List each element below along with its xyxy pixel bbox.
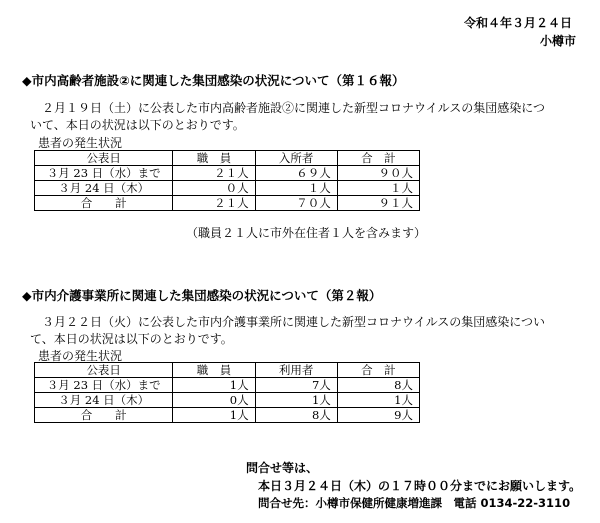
table-cell: ９０人 [337,166,419,181]
table-cell: 8人 [255,408,337,423]
table-cell: ６９人 [255,166,337,181]
table-cell: ７０人 [255,196,337,211]
column-header: 利用者 [255,363,337,378]
table-cell: ２１人 [173,166,255,181]
table-cell: 0人 [173,393,255,408]
column-header: 職 員 [173,363,255,378]
table-row [35,181,420,196]
table-cell: ３月 23 日（水）まで [35,378,173,393]
table-cell: ０人 [173,181,255,196]
table-cell: 8人 [337,378,419,393]
table-cell: 9人 [337,408,419,423]
table-cell: 1人 [337,393,419,408]
inquiry-contact: 問合せ先：小樽市保健所健康増進課 電話 0134-22-3110 [258,496,571,510]
column-header: 職 員 [173,151,255,166]
section2-heading: ◆市内介護事業所に関連した集団感染の状況について（第２報） [22,288,382,303]
column-header: 入所者 [255,151,337,166]
section2-table-caption: 患者の発生状況 [38,349,123,363]
table-total-row [35,196,420,211]
table-cell: 7人 [255,378,337,393]
table-cell: ９１人 [337,196,419,211]
column-header: 合 計 [337,151,419,166]
section1-paragraph-line1: ２月１９日（土）に公表した市内高齢者施設②に関連した新型コロナウイルスの集団感染につ [42,101,546,115]
table-cell: 1人 [173,378,255,393]
table-row [35,166,420,181]
table-header-row [35,363,420,378]
table-total-row [35,408,420,423]
section1-paragraph-line2: いて、本日の状況は以下のとおりです。 [30,118,245,132]
inquiry-deadline: 本日３月２４日（木）の１７時００分までにお願いします。 [258,479,582,493]
table-cell: ２１人 [173,196,255,211]
table-row [35,378,420,393]
section2-paragraph-line2: て、本日の状況は以下のとおりです。 [30,332,233,346]
inquiry-title: 問合せ等は、 [246,461,319,475]
issuer-name: 小樽市 [540,34,577,48]
section1-table-caption: 患者の発生状況 [38,136,123,150]
table-cell: ３月 24 日（木） [35,393,173,408]
column-header: 公表日 [35,151,173,166]
table-cell: １人 [337,181,419,196]
table-cell: ３月 24 日（木） [35,181,173,196]
document-date: 令和４年３月２４日 [464,16,573,30]
table-header-row [35,151,420,166]
table-cell: 1人 [255,393,337,408]
column-header: 公表日 [35,363,173,378]
section1-table-note: （職員２１人に市外在住者１人を含みます） [186,226,427,240]
section2-cases-table [34,362,420,423]
column-header: 合 計 [337,363,419,378]
table-cell: ３月 23 日（水）まで [35,166,173,181]
table-cell: 1人 [173,408,255,423]
table-cell: 合 計 [35,408,173,423]
table-cell: １人 [255,181,337,196]
table-cell: 合 計 [35,196,173,211]
section1-heading: ◆市内高齢者施設②に関連した集団感染の状況について（第１６報） [22,73,405,88]
section2-paragraph-line1: ３月２２日（火）に公表した市内介護事業所に関連した新型コロナウイルスの集団感染につい [42,315,546,329]
table-row [35,393,420,408]
section1-cases-table [34,150,420,211]
